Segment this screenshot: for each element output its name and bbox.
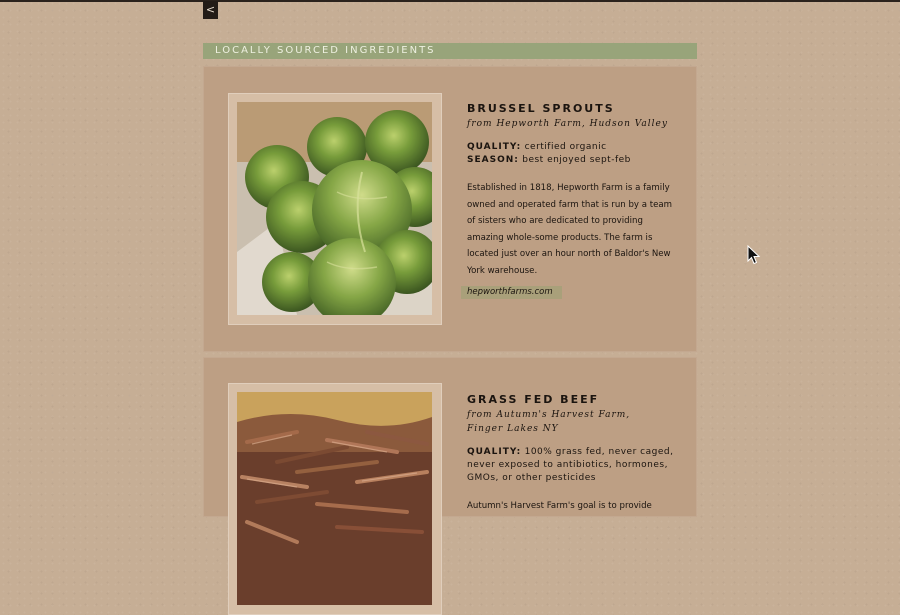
- ingredient-card-grass-fed-beef: [203, 357, 697, 517]
- grass-fed-beef-photo: [237, 392, 432, 605]
- ingredient-title: GRASS FED BEEF: [467, 393, 600, 406]
- quality-value: certified organic: [524, 142, 607, 152]
- chevron-left-icon: <: [205, 3, 216, 16]
- season-label: SEASON:: [467, 155, 519, 165]
- photo-frame: [228, 93, 442, 325]
- ingredient-origin: [467, 408, 682, 436]
- ingredient-description: Established in 1818, Hepworth Farm is a family owned and operated farm that is run by a team of sisters who are dedicated to providing amazing whole-some products. The farm is located just over an hour north of Baldor's New York warehouse.: [467, 183, 673, 276]
- season-value: best enjoyed sept-feb: [522, 155, 631, 165]
- mouse-pointer-icon: [747, 245, 761, 265]
- ingredient-info: [467, 393, 682, 515]
- ingredient-title: BRUSSEL SPROUTS: [467, 102, 615, 115]
- quality-value: 100% grass fed, never caged, never exposed to antibiotics, hormones, GMOs, or other pesticides: [467, 447, 674, 483]
- quality-row: [467, 141, 682, 154]
- ingredient-info: [467, 102, 682, 299]
- origin-line-2: Finger Lakes NY: [467, 424, 559, 434]
- quality-label: QUALITY:: [467, 142, 522, 152]
- ingredient-attributes: [467, 446, 682, 485]
- quality-row: [467, 446, 682, 485]
- brussel-sprouts-photo: [237, 102, 432, 315]
- origin-line-1: from Autumn's Harvest Farm,: [467, 410, 631, 420]
- ingredient-card-brussel-sprouts: [203, 66, 697, 352]
- photo-frame: [228, 383, 442, 615]
- section-banner: [203, 43, 697, 59]
- ingredient-origin: from Hepworth Farm, Hudson Valley: [467, 119, 668, 129]
- farm-website-link[interactable]: hepworthfarms.com: [461, 286, 562, 299]
- section-title: LOCALLY SOURCED INGREDIENTS: [215, 45, 436, 56]
- back-button[interactable]: [203, 1, 218, 19]
- top-border: [0, 0, 900, 2]
- ingredient-attributes: [467, 141, 682, 167]
- quality-label: QUALITY:: [467, 447, 522, 457]
- season-row: [467, 154, 682, 167]
- ingredient-description: Autumn's Harvest Farm's goal is to provide: [467, 501, 652, 511]
